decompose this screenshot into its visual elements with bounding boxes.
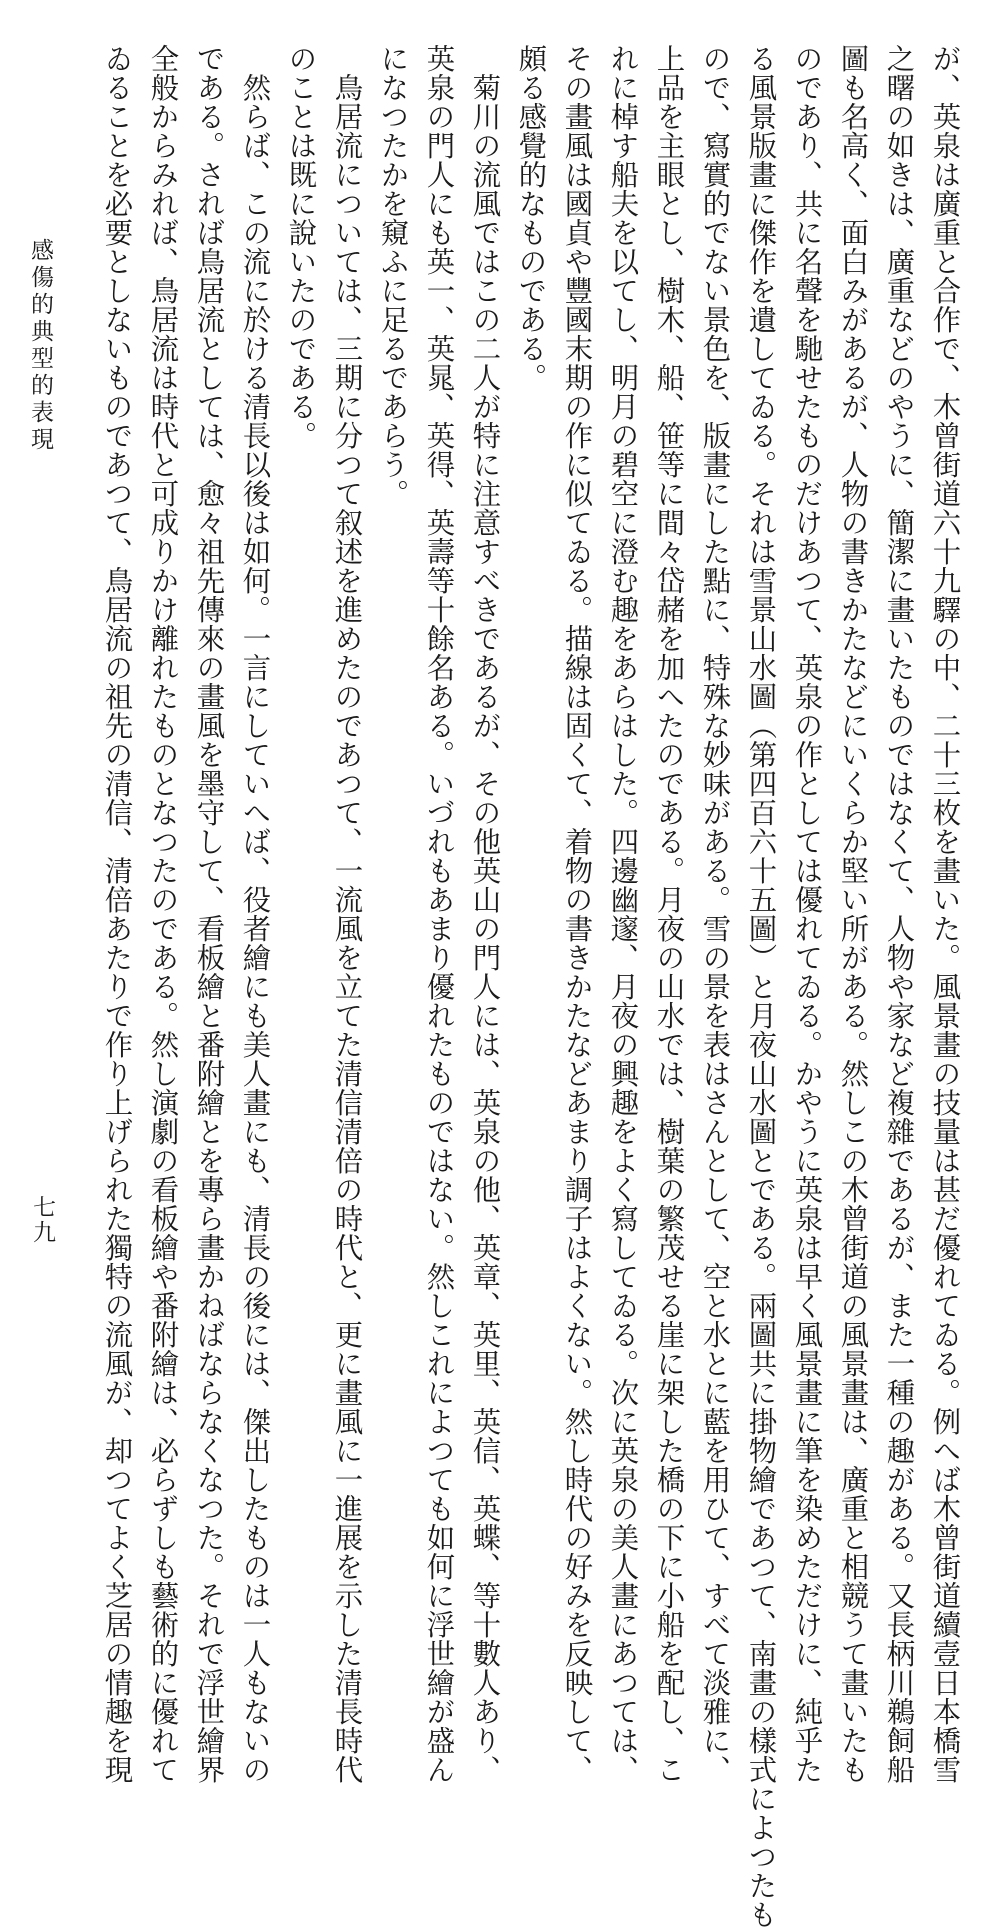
text-column: である。されば鳥居流としては、愈々祖先傳來の畫風を墨守して、看板繪と番附繪とを專ら畫かねばならなくなつた。それで浮世繪界 [192, 44, 226, 1784]
text-column: 鳥居流については、三期に分つて叙述を進めたのであつて、一流風を立てた清信清倍の時代と、更に畫風に一進展を示した清長時代 [330, 73, 364, 1784]
text-column: 英泉の門人にも英一、英晁、英得、英壽等十餘名ある。いづれもあまり優れたものではない。然しこれによつても如何に浮世繪が盛ん [422, 44, 456, 1784]
text-column: 菊川の流風ではこの二人が特に注意すべきであるが、その他英山の門人には、英泉の他、英章、英里、英信、英蝶、等十數人あり、 [468, 73, 502, 1784]
text-column: れに棹す船夫を以てし、明月の碧空に澄む趣をあらはした。四邊幽邃、月夜の興趣をよく寫してゐる。次に英泉の美人畫にあつては、 [606, 44, 640, 1784]
text-column: のことは既に說いたのである。 [284, 44, 318, 450]
page-number: 七九 [29, 1195, 55, 1245]
text-column: 然らば、この流に於ける清長以後は如何。一言にしていへば、役者繪にも美人畫にも、清長の後には、傑出したものは一人もないの [238, 73, 272, 1784]
text-column: のであり、共に名聲を馳せたものだけあつて、英泉の作としては優れてゐる。かやうに英泉は早く風景畫に筆を染めただけに、純乎た [790, 44, 824, 1784]
text-column: 之曙の如きは、廣重などのやうに、簡潔に畫いたものではなくて、人物や家など複雜であるが、また一種の趣がある。又長柄川鵜飼船 [882, 44, 916, 1784]
text-column: その畫風は國貞や豐國末期の作に似てゐる。描線は固くて、着物の書きかたなどあまり調子はよくない。然し時代の好みを反映して、 [560, 44, 594, 1784]
text-column: 上品を主眼とし、樹木、船、笹等に間々岱赭を加へたのである。月夜の山水では、樹葉の繁茂せる崖に架した橋の下に小船を配し、こ [652, 44, 686, 1784]
text-column: が、英泉は廣重と合作で、木曾街道六十九驛の中、二十三枚を畫いた。風景畫の技量は甚だ優れてゐる。例へば木曾街道續壹日本橋雪 [928, 44, 962, 1784]
text-column: 圖も名高く、面白みがあるが、人物の書きかたなどにいくらか堅い所がある。然しこの木曾街道の風景畫は、廣重と相競うて畫いたも [836, 44, 870, 1784]
text-column: になつたかを窺ふに足るであらう。 [376, 44, 410, 508]
text-column: ので、寫實的でない景色を、版畫にした點に、特殊な妙味がある。雪の景を表はさんとして、空と水とに藍を用ひて、すべて淡雅に、 [698, 44, 732, 1784]
text-column: 全般からみれば、鳥居流は時代と可成りかけ離れたものとなつたのである。然し演劇の看板繪や番附繪は、必らずしも藝術的に優れて [146, 44, 180, 1784]
running-header: 感傷的典型的表現 [27, 238, 53, 454]
text-column: ゐることを必要としないものであつて、鳥居流の祖先の清信、清倍あたりで作り上げられた獨特の流風が、却つてよく芝居の情趣を現 [100, 44, 134, 1784]
text-column: 頗る感覺的なものである。 [514, 44, 548, 392]
text-column: る風景版畫に傑作を遺してゐる。それは雪景山水圖（第四百六十五圖）と月夜山水圖とである。兩圖共に掛物繪であつて、南畫の樣式によつたも [744, 44, 778, 1929]
